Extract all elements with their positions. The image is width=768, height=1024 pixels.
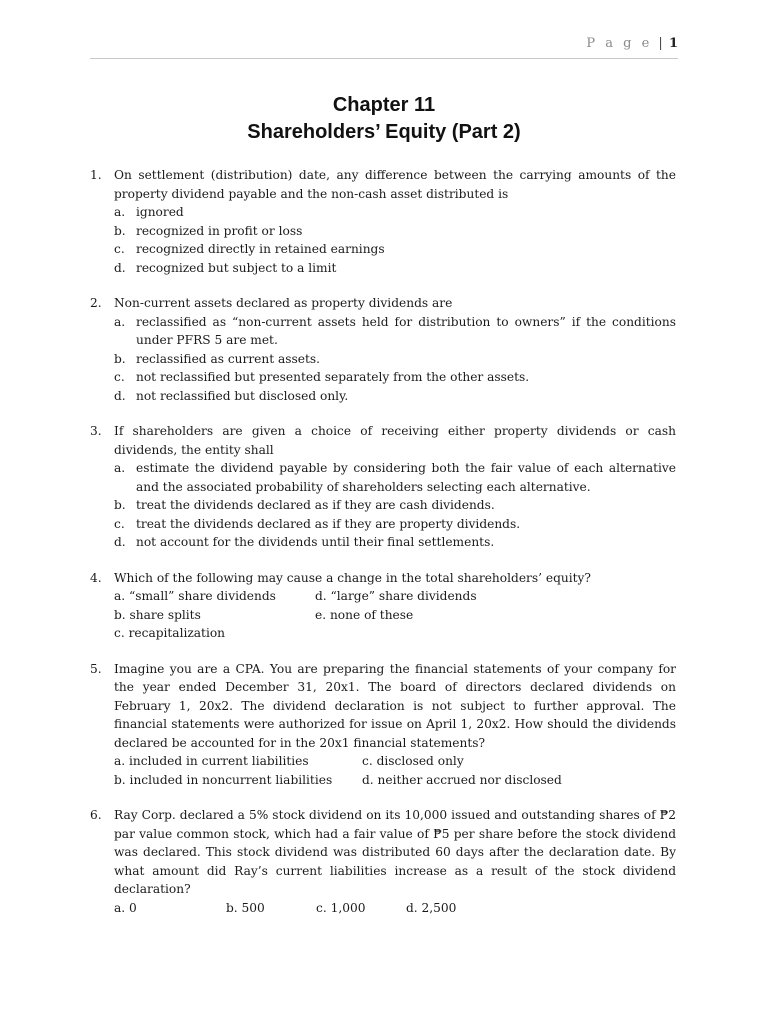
question-6 bbox=[90, 806, 676, 917]
option-list bbox=[114, 203, 676, 277]
option-letter: c. bbox=[114, 516, 125, 531]
option-d: d. “large” share dividends bbox=[315, 589, 477, 603]
question-stem: Ray Corp. declared a 5% stock dividend on its 10,000 issued and outstanding shares of ₱2 par value common stock, which had a fair value of ₱5 per share before the stock dividend was declared. This stock dividend was distributed 60 days after the declaration date. By what amount did Ray’s current liabilities increase as a result of the stock dividend declaration? bbox=[114, 808, 676, 896]
option-text: not reclassified but disclosed only. bbox=[136, 388, 349, 403]
page-separator: | bbox=[658, 36, 663, 51]
option-b: b. 500 bbox=[226, 900, 265, 915]
question-1 bbox=[90, 166, 676, 277]
option-c: c. recapitalization bbox=[114, 626, 226, 640]
option-a: a. 0 bbox=[114, 900, 137, 915]
option-grid bbox=[114, 587, 676, 643]
option-text: treat the dividends declared as if they are property dividends. bbox=[136, 516, 521, 531]
option-b bbox=[114, 350, 676, 369]
option-b bbox=[114, 496, 676, 515]
question-2 bbox=[90, 294, 676, 405]
option-c bbox=[114, 240, 676, 259]
option-letter: d. bbox=[114, 260, 126, 275]
option-letter: b. bbox=[114, 351, 126, 366]
option-text: recognized in profit or loss bbox=[136, 223, 303, 238]
option-a: a. included in current liabilities bbox=[114, 754, 309, 768]
option-d bbox=[114, 387, 676, 406]
option-text: ignored bbox=[136, 205, 184, 219]
option-list bbox=[114, 459, 676, 552]
option-text: treat the dividends declared as if they are cash dividends. bbox=[136, 498, 495, 512]
option-a bbox=[114, 459, 676, 496]
option-d: d. neither accrued nor disclosed bbox=[362, 772, 562, 787]
option-letter: c. bbox=[114, 242, 125, 256]
page-label: P a g e bbox=[586, 36, 653, 51]
page-number: 1 bbox=[668, 36, 678, 51]
option-e: e. none of these bbox=[315, 607, 414, 622]
question-list bbox=[90, 166, 676, 934]
option-a: a. “small” share dividends bbox=[114, 589, 276, 603]
option-text: reclassified as current assets. bbox=[136, 351, 321, 366]
question-stem: Which of the following may cause a change in the total shareholders’ equity? bbox=[114, 570, 591, 585]
question-stem: Imagine you are a CPA. You are preparing the financial statements of your company for the year ended December 31, 20x1. The board of directors declared dividends on February 1, 20x2. The dividend declaration is not subject to further approval. The financial statements were authorized for issue on April 1, 20x2. How should the dividends declared be accounted for in the 20x1 financial statements? bbox=[114, 661, 676, 750]
chapter-heading bbox=[0, 92, 768, 146]
option-d bbox=[114, 533, 676, 552]
option-a bbox=[114, 313, 676, 350]
option-d: d. 2,500 bbox=[406, 900, 457, 915]
question-stem: Non-current assets declared as property dividends are bbox=[114, 296, 453, 310]
option-text: estimate the dividend payable by considering both the fair value of each alternative and the associated probability of shareholders selecting each alternative. bbox=[136, 461, 676, 494]
page-header bbox=[90, 36, 678, 59]
option-grid bbox=[114, 899, 676, 918]
question-3 bbox=[90, 422, 676, 552]
question-stem: On settlement (distribution) date, any difference between the carrying amounts of the property dividend payable and the non-cash asset distributed is bbox=[114, 168, 676, 201]
question-5 bbox=[90, 660, 676, 790]
chapter-number: Chapter 11 bbox=[332, 94, 436, 116]
question-number: 2. bbox=[90, 296, 102, 310]
option-text: not account for the dividends until their final settlements. bbox=[136, 535, 495, 549]
option-c: c. disclosed only bbox=[362, 754, 464, 768]
option-grid bbox=[114, 752, 676, 789]
option-b bbox=[114, 222, 676, 241]
question-stem: If shareholders are given a choice of receiving either property dividends or cash dividends, the entity shall bbox=[114, 424, 676, 457]
option-letter: a. bbox=[114, 314, 126, 329]
question-number: 1. bbox=[90, 168, 102, 182]
option-c: c. 1,000 bbox=[316, 900, 366, 915]
option-letter: c. bbox=[114, 370, 125, 384]
option-c bbox=[114, 368, 676, 387]
chapter-title: Shareholders’ Equity (Part 2) bbox=[247, 121, 521, 143]
option-letter: a. bbox=[114, 461, 126, 475]
question-number: 5. bbox=[90, 661, 102, 676]
question-number: 6. bbox=[90, 808, 102, 822]
option-letter: b. bbox=[114, 498, 126, 512]
question-number: 3. bbox=[90, 424, 102, 438]
option-letter: b. bbox=[114, 223, 126, 238]
option-letter: d. bbox=[114, 535, 126, 549]
option-text: recognized directly in retained earnings bbox=[136, 242, 385, 256]
question-number: 4. bbox=[90, 570, 102, 585]
option-c bbox=[114, 515, 676, 534]
option-list bbox=[114, 313, 676, 406]
option-b: b. included in noncurrent liabilities bbox=[114, 772, 333, 787]
option-letter: a. bbox=[114, 205, 126, 219]
option-b: b. share splits bbox=[114, 607, 201, 622]
question-4 bbox=[90, 569, 676, 643]
option-letter: d. bbox=[114, 388, 126, 403]
option-text: recognized but subject to a limit bbox=[136, 260, 337, 275]
option-text: not reclassified but presented separately from the other assets. bbox=[136, 370, 530, 384]
option-a bbox=[114, 203, 676, 222]
option-d bbox=[114, 259, 676, 278]
option-text: reclassified as “non-current assets held for distribution to owners” if the conditions under PFRS 5 are met. bbox=[136, 314, 676, 347]
